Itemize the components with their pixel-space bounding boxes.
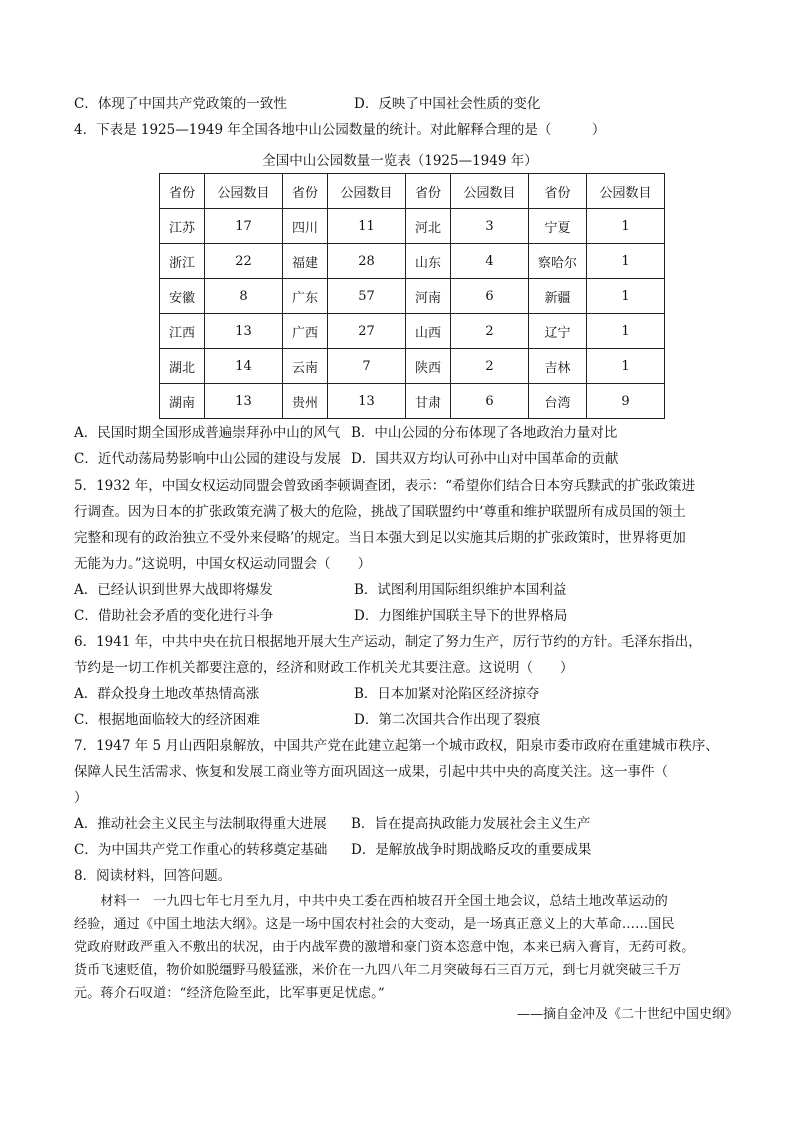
table-cell: 22 — [205, 244, 283, 279]
table-header: 公园数目 — [328, 174, 406, 209]
table-cell: 四川 — [283, 209, 328, 244]
q7-option-d[interactable]: D．是解放战争时期战略反攻的重要成果 — [351, 842, 592, 858]
table-cell: 9 — [587, 384, 665, 419]
table-header: 省份 — [283, 174, 328, 209]
table-row — [160, 209, 665, 244]
table-header: 省份 — [529, 174, 587, 209]
table-cell: 13 — [205, 314, 283, 349]
table-cell: 福建 — [283, 244, 328, 279]
table-cell: 河南 — [406, 279, 451, 314]
table-cell: 陕西 — [406, 349, 451, 384]
table-cell: 江苏 — [160, 209, 205, 244]
q8-material-line: 元。蒋介石叹道：“经济危险至此，比军事更足忧虑。” — [74, 986, 385, 1001]
table-cell: 安徽 — [160, 279, 205, 314]
q6-option-d[interactable]: D．第二次国共合作出现了裂痕 — [354, 712, 541, 728]
table-cell: 17 — [205, 209, 283, 244]
table-cell: 3 — [451, 209, 529, 244]
table-header: 省份 — [160, 174, 205, 209]
table-cell: 云南 — [283, 349, 328, 384]
table-cell: 7 — [328, 349, 406, 384]
table-row — [160, 244, 665, 279]
table-cell: 台湾 — [529, 384, 587, 419]
q4-option-c[interactable]: C．近代动荡局势影响中山公园的建设与发展 — [74, 451, 341, 467]
q6-option-b[interactable]: B．日本加紧对沦陷区经济掠夺 — [354, 686, 540, 702]
table-cell: 1 — [587, 244, 665, 279]
q6-stem-line: 节约是一切工作机关都要注意的，经济和财政工作机关尤其要注意。这说明（ ） — [74, 660, 574, 676]
table-cell: 1 — [587, 314, 665, 349]
q7-option-c[interactable]: C．为中国共产党工作重心的转移奠定基础 — [74, 842, 328, 858]
q7-option-b[interactable]: B．旨在提高执政能力发展社会主义生产 — [351, 816, 591, 832]
table-cell: 6 — [451, 384, 529, 419]
table-cell: 11 — [328, 209, 406, 244]
q7-option-a[interactable]: A．推动社会主义民主与法制取得重大进展 — [74, 816, 327, 832]
table-cell: 浙江 — [160, 244, 205, 279]
q6-option-a[interactable]: A．群众投身土地改革热情高涨 — [74, 686, 260, 702]
table-header: 省份 — [406, 174, 451, 209]
q5-option-c[interactable]: C．借助社会矛盾的变化进行斗争 — [74, 608, 274, 624]
table-cell: 6 — [451, 279, 529, 314]
table-cell: 江西 — [160, 314, 205, 349]
table-cell: 27 — [328, 314, 406, 349]
table-row — [160, 349, 665, 384]
q8-material-line: 货币飞速贬值，物价如脱缰野马般猛涨，米价在一九四八年二月突破每石三百万元，到七月就突破三千万 — [74, 963, 682, 978]
table-cell: 甘肃 — [406, 384, 451, 419]
table-cell: 辽宁 — [529, 314, 587, 349]
table-cell: 1 — [587, 279, 665, 314]
table-cell: 察哈尔 — [529, 244, 587, 279]
table-cell: 1 — [587, 349, 665, 384]
table-cell: 贵州 — [283, 384, 328, 419]
q8-material-line: 材料一 一九四七年七月至九月，中共中央工委在西柏坡召开全国土地会议，总结土地改革运动的 — [74, 894, 669, 909]
table-row — [160, 314, 665, 349]
q5-option-a[interactable]: A．已经认识到世界大战即将爆发 — [74, 582, 273, 598]
table-cell: 2 — [451, 314, 529, 349]
q7-stem-line: 7．1947 年 5 月山西阳泉解放，中国共产党在此建立起第一个城市政权，阳泉市委市政府在重建城市秩序、 — [74, 738, 719, 754]
table-cell: 河北 — [406, 209, 451, 244]
table-cell: 57 — [328, 279, 406, 314]
table-cell: 4 — [451, 244, 529, 279]
q3-option-d[interactable]: D．反映了中国社会性质的变化 — [354, 96, 541, 112]
table-cell: 吉林 — [529, 349, 587, 384]
q7-stem-line: ） — [74, 790, 88, 806]
q5-stem-line: 无能为力。”这说明，中国女权运动同盟会（ ） — [74, 556, 372, 572]
q4-option-b[interactable]: B．中山公园的分布体现了各地政治力量对比 — [351, 425, 618, 441]
table-header: 公园数目 — [205, 174, 283, 209]
q5-stem-line: 行调查。因为日本的扩张政策充满了极大的危险，挑战了国联盟约中‘尊重和维护联盟所有成员国的领土 — [74, 504, 686, 520]
table-cell: 广东 — [283, 279, 328, 314]
table-cell: 13 — [205, 384, 283, 419]
table-cell: 湖南 — [160, 384, 205, 419]
q8-source-citation: ——摘自金冲及《二十世纪中国史纲》 — [516, 1007, 738, 1022]
q4-option-a[interactable]: A．民国时期全国形成普遍崇拜孙中山的风气 — [74, 425, 341, 441]
table-cell: 13 — [328, 384, 406, 419]
q7-stem-line: 保障人民生活需求、恢复和发展工商业等方面巩固这一成果，引起中共中央的高度关注。这一事件（ — [74, 764, 668, 780]
q6-stem-line: 6．1941 年，中共中央在抗日根据地开展大生产运动，制定了努力生产，厉行节约的方针。毛泽东指出， — [74, 634, 702, 650]
q5-option-b[interactable]: B．试图利用国际组织维护本国利益 — [354, 582, 567, 598]
q6-option-c[interactable]: C．根据地面临较大的经济困难 — [74, 712, 260, 728]
table-cell: 广西 — [283, 314, 328, 349]
table-cell: 山西 — [406, 314, 451, 349]
q5-option-d[interactable]: D．力图维护国联主导下的世界格局 — [354, 608, 568, 624]
table-row — [160, 279, 665, 314]
table-header: 公园数目 — [451, 174, 529, 209]
table-header: 公园数目 — [587, 174, 665, 209]
table-cell: 湖北 — [160, 349, 205, 384]
park-count-table — [159, 173, 665, 419]
table-cell: 新疆 — [529, 279, 587, 314]
table-header-row — [160, 174, 665, 209]
q4-stem: 4．下表是 1925—1949 年全国各地中山公园数量的统计。对此解释合理的是（ ） — [74, 122, 606, 138]
q5-stem-line: 完整和现有的政治独立不受外来侵略’的规定。当日本强大到足以实施其后期的扩张政策时，世界将更加 — [74, 530, 686, 546]
table-cell: 8 — [205, 279, 283, 314]
q5-stem-line: 5．1932 年，中国女权运动同盟会曾致函李顿调查团，表示：“希望你们结合日本穷兵黩武的扩张政策进 — [74, 478, 696, 494]
q8-material-line: 党政府财政严重入不敷出的状况，由于内战军费的激增和豪门资本恣意中饱，本来已病入膏肓，无药可救。 — [74, 940, 695, 955]
q3-option-c[interactable]: C．体现了中国共产党政策的一致性 — [74, 96, 287, 112]
table-cell: 1 — [587, 209, 665, 244]
table-row — [160, 384, 665, 419]
q4-option-d[interactable]: D．国共双方均认可孙中山对中国革命的贡献 — [351, 451, 619, 467]
table-cell: 28 — [328, 244, 406, 279]
table-cell: 宁夏 — [529, 209, 587, 244]
q8-stem: 8．阅读材料，回答问题。 — [74, 868, 232, 884]
table-cell: 山东 — [406, 244, 451, 279]
q8-material-line: 经验，通过《中国土地法大纲》。这是一场中国农村社会的大变动，是一场真正意义上的大革命……国民 — [74, 917, 675, 932]
q4-table-title: 全国中山公园数量一览表（1925—1949 年） — [262, 153, 538, 169]
table-cell: 2 — [451, 349, 529, 384]
table-cell: 14 — [205, 349, 283, 384]
